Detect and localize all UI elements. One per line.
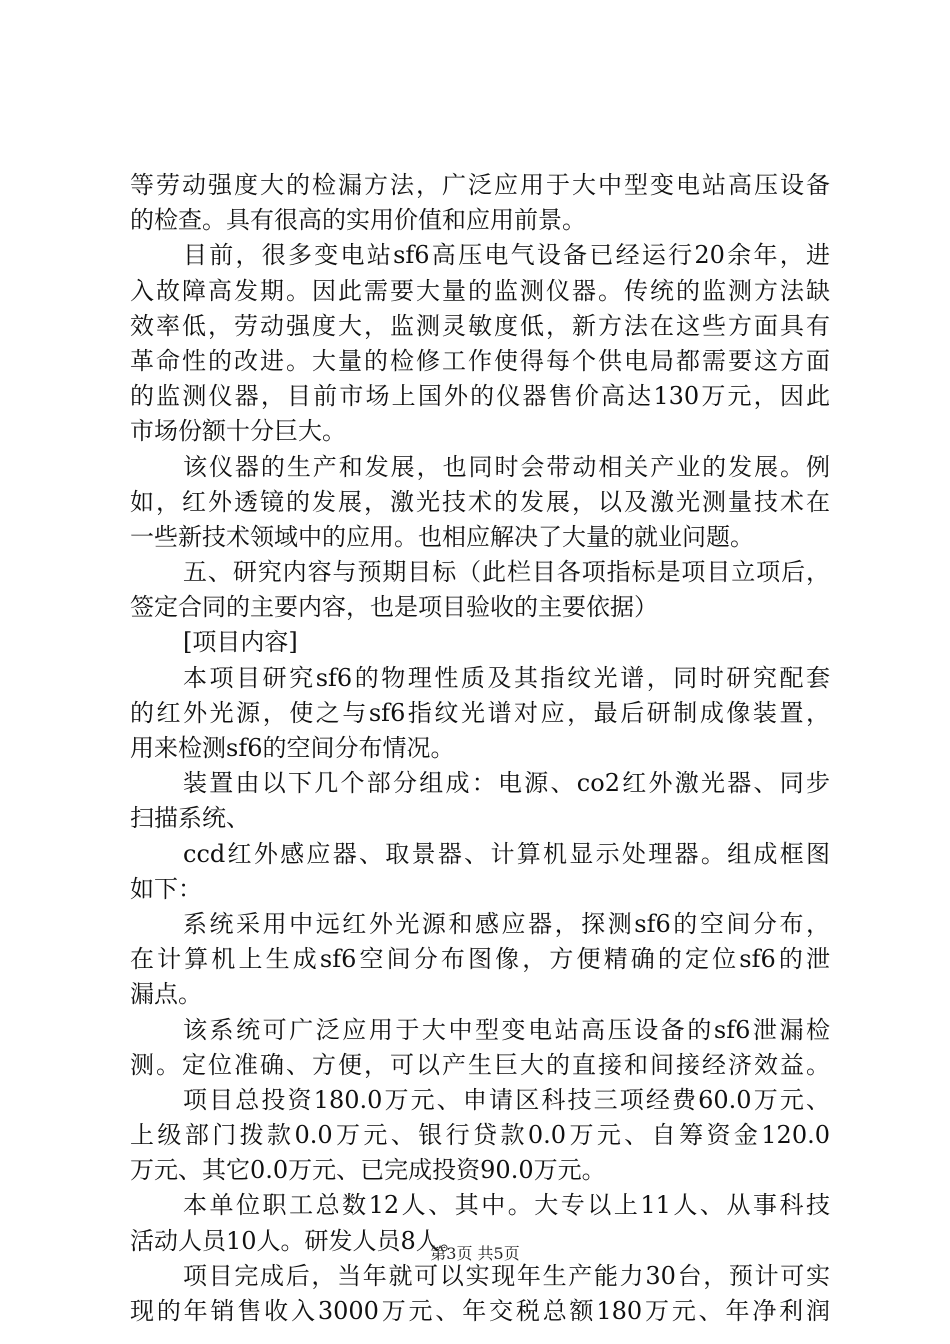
text-line: 万元、其它0.0万元、已完成投资90.0万元。 [130,1156,606,1185]
text-line: 市场份额十分巨大。 [130,417,346,446]
text-line: 等劳动强度大的检漏方法，广泛应用于大中型变电站高压设备 [130,171,830,199]
text-line: 测。定位准确、方便，可以产生巨大的直接和间接经济效益。 [130,1050,830,1079]
text-line: 如下： [130,874,202,903]
text-line: 该系统可广泛应用于大中型变电站高压设备的sf6泄漏检 [183,1015,830,1044]
text-line: 现的年销售收入3000万元、年交税总额180万元、年净利润 [130,1297,830,1325]
text-line: 项目总投资180.0万元、申请区科技三项经费60.0万元、 [183,1085,830,1114]
text-line: 目前，很多变电站sf6高压电气设备已经运行20余年，进 [183,241,830,270]
text-line: 入故障高发期。因此需要大量的监测仪器。传统的监测方法缺 [130,276,830,305]
text-line: 装置由以下几个部分组成：电源、co2红外激光器、同步 [183,769,830,798]
text-line: 项目完成后，当年就可以实现年生产能力30台，预计可实 [183,1261,830,1290]
text-line: 的监测仪器，目前市场上国外的仪器售价高达130万元，因此 [130,382,830,411]
text-line: 上级部门拨款0.0万元、银行贷款0.0万元、自筹资金120.0 [130,1121,830,1150]
text-line: 该仪器的生产和发展，也同时会带动相关产业的发展。例 [183,452,830,481]
text-line: 系统采用中远红外光源和感应器，探测sf6的空间分布， [183,909,830,938]
section-label: [项目内容] [183,628,298,657]
text-line: 如，红外透镜的发展，激光技术的发展，以及激光测量技术在 [130,487,830,516]
text-line: 用来检测sf6的空间分布情况。 [130,734,455,762]
text-line: 漏点。 [130,980,202,1009]
body-text [130,168,830,1329]
text-line: 革命性的改进。大量的检修工作使得每个供电局都需要这方面 [130,346,830,375]
text-line: ccd红外感应器、取景器、计算机显示处理器。组成框图 [183,839,830,868]
text-line: 一些新技术领域中的应用。也相应解决了大量的就业问题。 [130,522,754,551]
text-line: 活动人员10人。研发人员8人。 [130,1226,464,1255]
text-line: 五、研究内容与预期目标（此栏目各项指标是项目立项后， [183,558,830,587]
text-line: 扫描系统、 [130,804,250,833]
text-line: 本项目研究sf6的物理性质及其指纹光谱，同时研究配套 [183,663,830,692]
text-line: 签定合同的主要内容，也是项目验收的主要依据） [130,593,658,622]
text-line: 的检查。具有很高的实用价值和应用前景。 [130,206,586,235]
text-line: 效率低，劳动强度大，监测灵敏度低，新方法在这些方面具有 [130,311,830,340]
text-line: 的红外光源，使之与sf6指纹光谱对应，最后研制成像装置， [130,698,830,727]
text-line: 本单位职工总数12人、其中。大专以上11人、从事科技 [183,1191,830,1220]
page-number-footer: 第3页 共5页 [430,1244,520,1263]
text-line: 在计算机上生成sf6空间分布图像，方便精确的定位sf6的泄 [130,945,830,974]
